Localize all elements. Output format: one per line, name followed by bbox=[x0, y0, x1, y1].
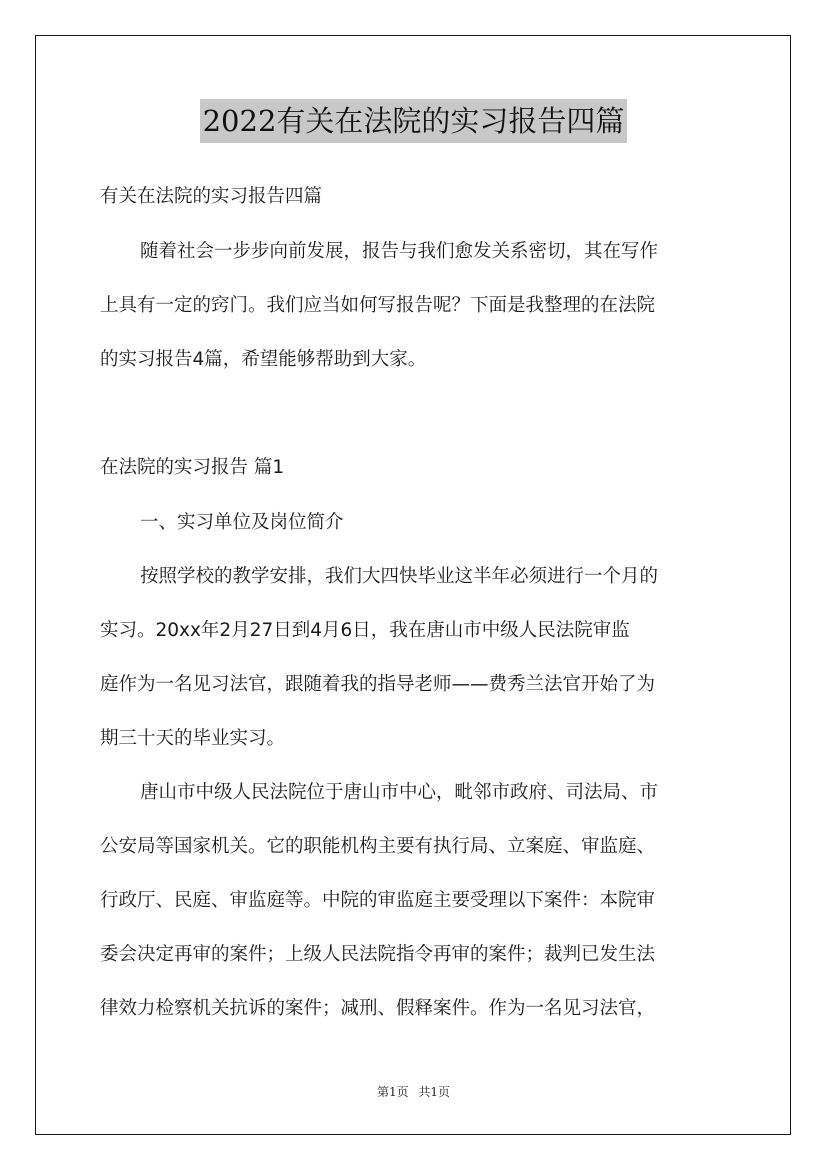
title-container bbox=[0, 99, 827, 143]
para1-line-4: 期三十天的毕业实习。 bbox=[100, 728, 286, 749]
page-footer bbox=[0, 1083, 827, 1100]
para1-line-3: 庭作为一名见习法官，跟随着我的指导老师——费秀兰法官开始了为 bbox=[100, 674, 656, 695]
para2-line-1: 唐山市中级人民法院位于唐山市中心，毗邻市政府、司法局、市 bbox=[140, 782, 659, 803]
para1-line-1: 按照学校的教学安排，我们大四快毕业这半年必须进行一个月的 bbox=[140, 566, 659, 587]
para2-line-5: 律效力检察机关抗诉的案件；减刑、假释案件。作为一名见习法官， bbox=[100, 998, 656, 1019]
para2-line-2: 公安局等国家机关。它的职能机构主要有执行局、立案庭、审监庭、 bbox=[100, 836, 656, 857]
para2-line-3: 行政厅、民庭、审监庭等。中院的审监庭主要受理以下案件：本院审 bbox=[100, 890, 656, 911]
intro-line-2: 上具有一定的窍门。我们应当如何写报告呢？下面是我整理的在法院 bbox=[100, 295, 656, 316]
page-total: 共1页 bbox=[418, 1085, 451, 1099]
intro-line-3: 的实习报告4篇，希望能够帮助到大家。 bbox=[100, 349, 427, 370]
document-subtitle: 有关在法院的实习报告四篇 bbox=[100, 186, 323, 207]
para2-line-4: 委会决定再审的案件；上级人民法院指令再审的案件；裁判已发生法 bbox=[100, 944, 656, 965]
section-heading: 在法院的实习报告 篇1 bbox=[100, 457, 285, 478]
page-number: 第1页 bbox=[376, 1085, 409, 1099]
document-title: 2022有关在法院的实习报告四篇 bbox=[200, 99, 628, 143]
subsection-heading: 一、实习单位及岗位简介 bbox=[140, 512, 344, 533]
intro-line-1: 随着社会一步步向前发展，报告与我们愈发关系密切，其在写作 bbox=[140, 241, 659, 262]
para1-line-2: 实习。20xx年2月27日到4月6日，我在唐山市中级人民法院审监 bbox=[100, 620, 630, 641]
